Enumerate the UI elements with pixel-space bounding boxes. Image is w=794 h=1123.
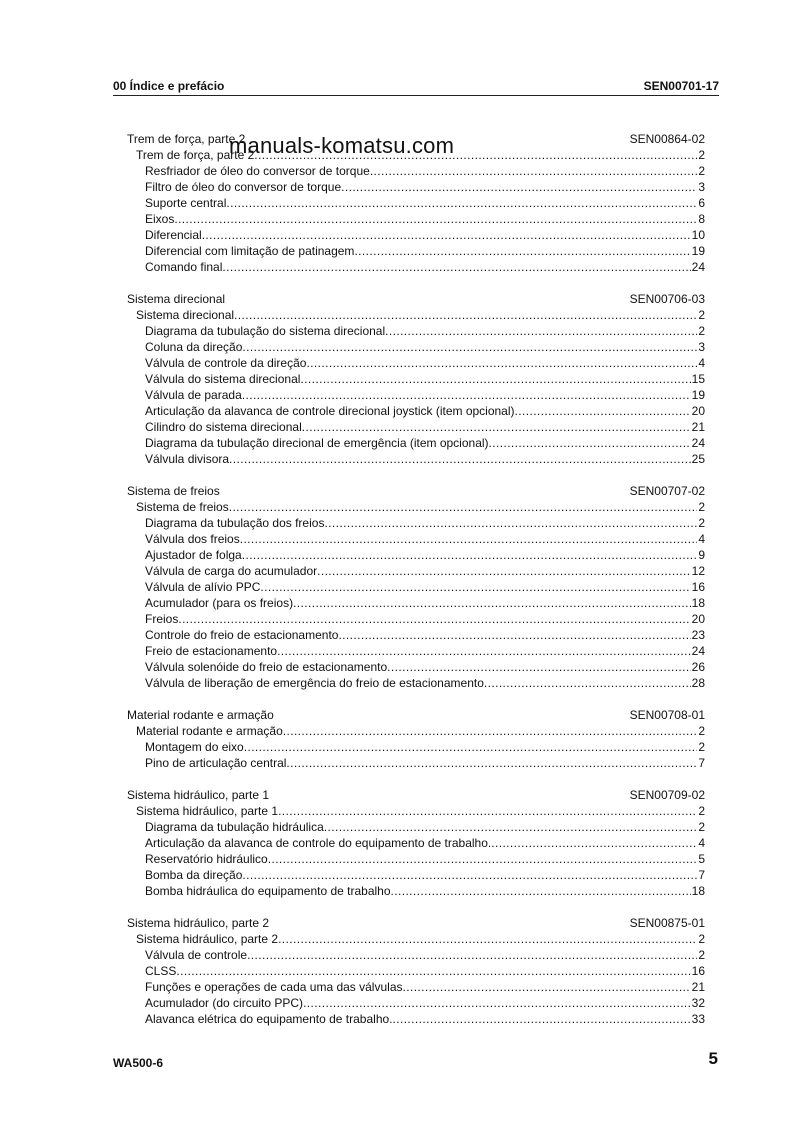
toc-entry[interactable] xyxy=(127,947,705,963)
toc-entry-page: 2 xyxy=(698,724,705,738)
toc-dot-leader xyxy=(324,819,698,835)
toc-dot-leader xyxy=(303,995,691,1011)
toc-entry-page: 2 xyxy=(698,500,705,514)
toc-entry-title: CLSS xyxy=(145,964,177,978)
toc-entry-title: Eixos xyxy=(145,212,175,226)
toc-entry-title: Articulação da alavanca de controle direcional joystick (item opcional) xyxy=(145,404,515,418)
toc-entry-title: Válvula de controle da direção xyxy=(145,356,307,370)
toc-entry-page: 16 xyxy=(691,964,705,978)
toc-entry-title: Freio de estacionamento xyxy=(145,644,278,658)
toc-entry-title: Funções e operações de cada uma das válvulas xyxy=(145,980,403,994)
toc-entry[interactable] xyxy=(127,387,705,403)
toc-entry-page: 2 xyxy=(698,308,705,322)
toc-entry-page: 7 xyxy=(698,756,705,770)
toc-dot-leader xyxy=(283,723,698,739)
toc-entry-title: Material rodante e armação xyxy=(136,724,283,738)
toc-dot-leader xyxy=(242,547,698,563)
toc-dot-leader xyxy=(268,851,698,867)
toc-entry[interactable] xyxy=(127,995,705,1011)
toc-entry-page: 12 xyxy=(691,564,705,578)
toc-entry-title: Diferencial com limitação de patinagem xyxy=(145,244,355,258)
toc-section-heading xyxy=(127,787,705,803)
toc-entry-page: 7 xyxy=(698,868,705,882)
toc-dot-leader xyxy=(370,163,698,179)
toc-entry-page: 5 xyxy=(698,852,705,866)
toc-section-heading xyxy=(127,707,705,723)
toc-dot-leader xyxy=(306,355,697,371)
toc-entry-page: 8 xyxy=(698,212,705,226)
toc-entry-title: Diagrama da tubulação do sistema direcional xyxy=(145,324,386,338)
toc-entry-title: Trem de força, parte 2 xyxy=(136,148,255,162)
toc-entry-page: 19 xyxy=(691,244,705,258)
toc-entry-title: Articulação da alavanca de controle do equipamento de trabalho. xyxy=(145,836,492,850)
toc-entry-page: 21 xyxy=(691,420,705,434)
toc-dot-leader xyxy=(317,563,691,579)
toc-entry-page: 28 xyxy=(691,676,705,690)
toc-entry-title: Válvula de parada xyxy=(145,388,242,402)
toc-entry-page: 18 xyxy=(691,596,705,610)
toc-entry-page: 2 xyxy=(698,932,705,946)
footer-model: WA500-6 xyxy=(113,1056,164,1070)
toc-entry[interactable] xyxy=(127,435,705,451)
toc-entry-title: Filtro de óleo do conversor de torque xyxy=(145,180,342,194)
toc-dot-leader xyxy=(302,419,691,435)
toc-section-code: SEN00875-01 xyxy=(629,916,705,930)
toc-entry[interactable] xyxy=(127,931,705,947)
toc-entry-title: Válvula dos freios xyxy=(145,532,240,546)
toc-entry[interactable] xyxy=(127,195,705,211)
toc-entry[interactable] xyxy=(127,563,705,579)
toc-entry-page: 2 xyxy=(698,948,705,962)
toc-entry-title: Acumulador (para os freios) xyxy=(145,596,294,610)
toc-dot-leader xyxy=(260,579,690,595)
toc-entry-title: Sistema de freios xyxy=(136,500,229,514)
header-section-title: 00 Índice e prefácio xyxy=(113,79,225,93)
toc-dot-leader xyxy=(242,339,697,355)
toc-entry-page: 4 xyxy=(698,532,705,546)
toc-entry-page: 21 xyxy=(691,980,705,994)
toc-dot-leader xyxy=(174,211,697,227)
toc-entry[interactable] xyxy=(127,515,705,531)
toc-dot-leader xyxy=(484,675,691,691)
toc-entry-page: 4 xyxy=(698,836,705,850)
toc-entry-page: 32 xyxy=(691,996,705,1010)
toc-entry[interactable] xyxy=(127,371,705,387)
toc-entry[interactable] xyxy=(127,883,705,899)
toc-entry-title: Montagem do eixo xyxy=(145,740,244,754)
toc-dot-leader xyxy=(229,499,698,515)
toc-entry[interactable] xyxy=(127,643,705,659)
toc-entry-title: Diferencial xyxy=(145,228,202,242)
toc-dot-leader xyxy=(391,883,691,899)
toc-section-heading xyxy=(127,291,705,307)
toc-entry-page: 20 xyxy=(691,404,705,418)
toc-entry[interactable] xyxy=(127,211,705,227)
toc-entry[interactable] xyxy=(127,355,705,371)
toc-section-code: SEN00706-03 xyxy=(629,292,705,306)
toc-entry-title: Bomba da direção xyxy=(145,868,243,882)
toc-entry[interactable] xyxy=(127,451,705,467)
toc-dot-leader xyxy=(242,387,691,403)
toc-entry-page: 24 xyxy=(691,644,705,658)
toc-section-code: SEN00707-02 xyxy=(629,484,705,498)
toc-section xyxy=(127,483,705,691)
toc-entry-title: Reservatório hidráulico xyxy=(145,852,268,866)
toc-entry[interactable] xyxy=(127,739,705,755)
toc-section-heading xyxy=(127,483,705,499)
page-header xyxy=(113,79,719,95)
toc-entry-title: Freios xyxy=(145,612,179,626)
toc-entry-page: 6 xyxy=(698,196,705,210)
toc-entry[interactable] xyxy=(127,595,705,611)
toc-dot-leader xyxy=(178,611,690,627)
toc-dot-leader xyxy=(491,835,697,851)
toc-entry-title: Coluna da direção xyxy=(145,340,243,354)
toc-entry[interactable] xyxy=(127,419,705,435)
toc-entry-page: 23 xyxy=(691,628,705,642)
toc-section-code: SEN00709-02 xyxy=(629,788,705,802)
toc-entry-page: 2 xyxy=(698,740,705,754)
toc-entry[interactable] xyxy=(127,627,705,643)
toc-entry-title: Válvula do sistema direcional xyxy=(145,372,301,386)
toc-section xyxy=(127,707,705,771)
toc-entry-page: 16 xyxy=(691,580,705,594)
toc-entry-page: 10 xyxy=(691,228,705,242)
toc-dot-leader xyxy=(202,227,691,243)
toc-entry[interactable] xyxy=(127,803,705,819)
toc-entry-title: Cilindro do sistema direcional xyxy=(145,420,302,434)
toc-dot-leader xyxy=(286,755,697,771)
toc-dot-leader xyxy=(234,307,697,323)
toc-entry[interactable] xyxy=(127,307,705,323)
toc-entry-page: 3 xyxy=(698,180,705,194)
toc-entry-page: 33 xyxy=(691,1012,705,1026)
toc-dot-leader xyxy=(300,371,690,387)
toc-dot-leader xyxy=(385,323,697,339)
toc-entry[interactable] xyxy=(127,339,705,355)
toc-entry-page: 2 xyxy=(698,148,705,162)
toc-entry-page: 2 xyxy=(698,804,705,818)
toc-entry[interactable] xyxy=(127,163,705,179)
toc-entry[interactable] xyxy=(127,755,705,771)
toc-entry-title: Comando final xyxy=(145,260,223,274)
toc-section xyxy=(127,787,705,899)
toc-entry[interactable] xyxy=(127,531,705,547)
toc-entry[interactable] xyxy=(127,867,705,883)
toc-entry[interactable] xyxy=(127,323,705,339)
toc-entry-title: Pino de articulação central xyxy=(145,756,287,770)
toc-entry[interactable] xyxy=(127,963,705,979)
toc-dot-leader xyxy=(324,515,697,531)
toc-entry-title: Válvula divisora xyxy=(145,452,230,466)
toc-entry[interactable] xyxy=(127,611,705,627)
toc-entry-title: Sistema hidráulico, parte 2 xyxy=(136,932,279,946)
toc-dot-leader xyxy=(226,195,697,211)
toc-entry-page: 9 xyxy=(698,548,705,562)
toc-section-code: SEN00708-01 xyxy=(629,708,705,722)
toc-entry-title: Diagrama da tubulação dos freios xyxy=(145,516,325,530)
footer-page-number: 5 xyxy=(708,1049,718,1068)
toc-dot-leader xyxy=(278,931,697,947)
toc-section-title: Material rodante e armação xyxy=(127,708,274,722)
toc-dot-leader xyxy=(278,803,697,819)
toc-dot-leader xyxy=(393,1011,691,1027)
toc-entry[interactable] xyxy=(127,1011,705,1027)
toc-entry[interactable] xyxy=(127,403,705,419)
toc-entry-title: Controle do freio de estacionamento xyxy=(145,628,339,642)
toc-entry-page: 26 xyxy=(691,660,705,674)
toc-entry-title: Sistema hidráulico, parte 1 xyxy=(136,804,279,818)
toc-dot-leader xyxy=(293,595,691,611)
toc-entry-title: Alavanca elétrica do equipamento de trabalho. xyxy=(145,1012,393,1026)
toc-entry[interactable] xyxy=(127,819,705,835)
toc-section xyxy=(127,915,705,1027)
toc-entry-page: 4 xyxy=(698,356,705,370)
header-divider xyxy=(113,95,719,96)
toc-section-heading xyxy=(127,915,705,931)
toc-entry[interactable] xyxy=(127,259,705,275)
toc-entry[interactable] xyxy=(127,547,705,563)
toc-entry-page: 2 xyxy=(698,516,705,530)
toc-entry-title: Sistema direcional xyxy=(136,308,235,322)
toc-entry-title: Bomba hidráulica do equipamento de trabalho xyxy=(145,884,391,898)
toc-entry-title: Ajustador de folga xyxy=(145,548,242,562)
toc-section-title: Sistema hidráulico, parte 2 xyxy=(127,916,270,930)
toc-dot-leader xyxy=(338,627,690,643)
toc-entry-title: Diagrama da tubulação direcional de emergência (item opcional) xyxy=(145,436,489,450)
toc-entry-page: 2 xyxy=(698,820,705,834)
toc-section-title: Sistema direcional xyxy=(127,292,226,306)
toc-entry-page: 15 xyxy=(691,372,705,386)
toc-dot-leader xyxy=(354,243,690,259)
toc-section-title: Trem de força, parte 2 xyxy=(127,132,246,146)
toc-entry-title: Válvula de carga do acumulador xyxy=(145,564,318,578)
toc-entry[interactable] xyxy=(127,659,705,675)
toc-dot-leader xyxy=(222,259,690,275)
toc-dot-leader xyxy=(247,947,697,963)
toc-entry[interactable] xyxy=(127,499,705,515)
toc-dot-leader xyxy=(489,435,691,451)
toc-entry-title: Válvula de controle xyxy=(145,948,248,962)
toc-dot-leader xyxy=(277,643,691,659)
toc-entry-title: Válvula solenóide do freio de estacionamento xyxy=(145,660,388,674)
toc-entry-page: 24 xyxy=(691,436,705,450)
toc-entry-title: Válvula de liberação de emergência do freio de estacionamento xyxy=(145,676,484,690)
toc-entry-page: 2 xyxy=(698,324,705,338)
toc-entry[interactable] xyxy=(127,979,705,995)
toc-section-title: Sistema hidráulico, parte 1 xyxy=(127,788,270,802)
toc-entry-title: Acumulador (do circuito PPC) xyxy=(145,996,304,1010)
toc-entry-title: Suporte central xyxy=(145,196,227,210)
toc-dot-leader xyxy=(387,659,690,675)
toc-entry-page: 2 xyxy=(698,164,705,178)
toc-entry[interactable] xyxy=(127,851,705,867)
toc-entry[interactable] xyxy=(127,723,705,739)
toc-entry-title: Resfriador de óleo do conversor de torque xyxy=(145,164,370,178)
toc-entry[interactable] xyxy=(127,835,705,851)
toc-entry-page: 3 xyxy=(698,340,705,354)
toc-dot-leader xyxy=(515,403,691,419)
toc-entry-page: 19 xyxy=(691,388,705,402)
toc-dot-leader xyxy=(341,179,697,195)
toc-dot-leader xyxy=(403,979,691,995)
toc-entry-page: 25 xyxy=(691,452,705,466)
toc-dot-leader xyxy=(242,867,697,883)
toc-entry[interactable] xyxy=(127,579,705,595)
header-document-code: SEN00701-17 xyxy=(643,79,719,93)
toc-entry-title: Válvula de alívio PPC xyxy=(145,580,261,594)
toc-section xyxy=(127,291,705,467)
toc-section-title: Sistema de freios xyxy=(127,484,220,498)
toc-dot-leader xyxy=(244,739,698,755)
toc-entry-page: 18 xyxy=(691,884,705,898)
toc-entry-page: 24 xyxy=(691,260,705,274)
toc-entry-title: Diagrama da tubulação hidráulica xyxy=(145,820,324,834)
toc-section-code: SEN00864-02 xyxy=(629,132,705,146)
table-of-contents xyxy=(127,131,705,1043)
watermark-text: manuals-komatsu.com xyxy=(229,133,455,158)
toc-dot-leader xyxy=(229,451,691,467)
toc-entry-page: 20 xyxy=(691,612,705,626)
toc-entry[interactable] xyxy=(127,675,705,691)
toc-dot-leader xyxy=(176,963,690,979)
toc-entry[interactable] xyxy=(127,227,705,243)
toc-entry[interactable] xyxy=(127,243,705,259)
toc-entry[interactable] xyxy=(127,179,705,195)
toc-dot-leader xyxy=(240,531,698,547)
